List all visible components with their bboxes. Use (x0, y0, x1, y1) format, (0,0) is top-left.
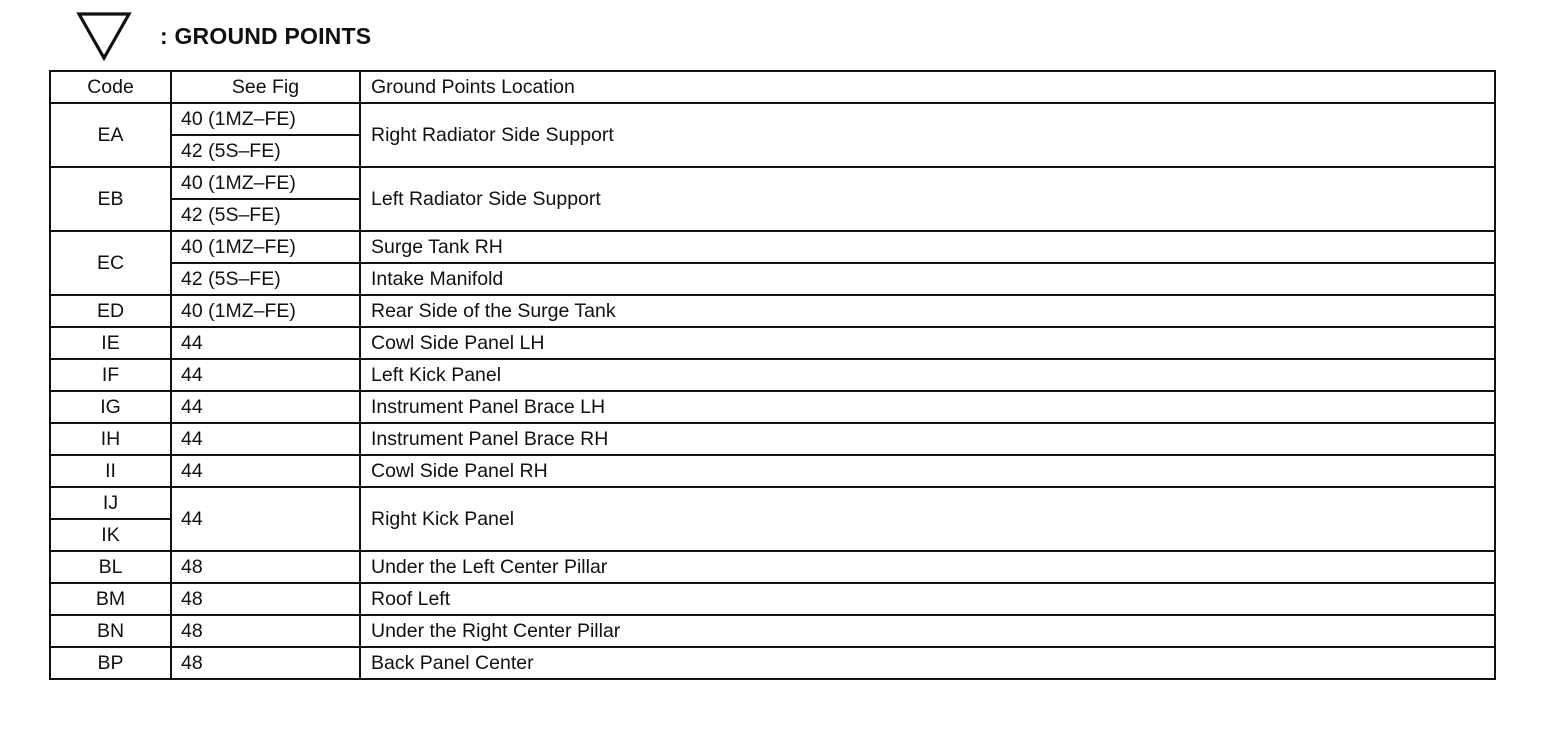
location-cell: Right Radiator Side Support (360, 103, 1495, 167)
fig-cell: 40 (1MZ–FE) (171, 103, 360, 135)
code-cell: IF (50, 359, 171, 391)
table-row (50, 455, 1495, 487)
code-cell: IE (50, 327, 171, 359)
fig-cell: 44 (171, 423, 360, 455)
fig-cell: 42 (5S–FE) (171, 199, 360, 231)
location-cell: Back Panel Center (360, 647, 1495, 679)
location-cell: Under the Right Center Pillar (360, 615, 1495, 647)
location-cell: Instrument Panel Brace LH (360, 391, 1495, 423)
fig-cell: 48 (171, 583, 360, 615)
page-title: : GROUND POINTS (160, 22, 372, 49)
location-cell: Instrument Panel Brace RH (360, 423, 1495, 455)
column-header-see-fig: See Fig (171, 71, 360, 103)
code-cell: BM (50, 583, 171, 615)
page-header (76, 10, 371, 62)
code-cell: EB (50, 167, 171, 231)
code-cell: BP (50, 647, 171, 679)
table-row (50, 423, 1495, 455)
location-cell: Under the Left Center Pillar (360, 551, 1495, 583)
location-cell: Left Kick Panel (360, 359, 1495, 391)
table-row (50, 391, 1495, 423)
table-row (50, 263, 1495, 295)
code-cell: II (50, 455, 171, 487)
code-cell: IJ (50, 487, 171, 519)
column-header-location: Ground Points Location (360, 71, 1495, 103)
fig-cell: 40 (1MZ–FE) (171, 231, 360, 263)
fig-cell: 42 (5S–FE) (171, 135, 360, 167)
table-row (50, 167, 1495, 199)
table-row (50, 327, 1495, 359)
fig-cell: 44 (171, 359, 360, 391)
code-cell: EC (50, 231, 171, 295)
ground-points-table (49, 70, 1496, 680)
ground-triangle-icon (76, 11, 132, 61)
fig-cell: 48 (171, 647, 360, 679)
table-row (50, 103, 1495, 135)
fig-cell: 48 (171, 551, 360, 583)
table-row (50, 487, 1495, 519)
table-row (50, 615, 1495, 647)
fig-cell: 44 (171, 327, 360, 359)
table-row (50, 295, 1495, 327)
table-row (50, 583, 1495, 615)
code-cell: IG (50, 391, 171, 423)
table-row (50, 647, 1495, 679)
fig-cell: 44 (171, 487, 360, 551)
fig-cell: 40 (1MZ–FE) (171, 167, 360, 199)
column-header-code: Code (50, 71, 171, 103)
fig-cell: 44 (171, 455, 360, 487)
table-row (50, 359, 1495, 391)
fig-cell: 44 (171, 391, 360, 423)
code-cell: IK (50, 519, 171, 551)
location-cell: Roof Left (360, 583, 1495, 615)
location-cell: Surge Tank RH (360, 231, 1495, 263)
code-cell: EA (50, 103, 171, 167)
code-cell: BL (50, 551, 171, 583)
location-cell: Rear Side of the Surge Tank (360, 295, 1495, 327)
location-cell: Intake Manifold (360, 263, 1495, 295)
table-row (50, 231, 1495, 263)
location-cell: Right Kick Panel (360, 487, 1495, 551)
code-cell: IH (50, 423, 171, 455)
code-cell: BN (50, 615, 171, 647)
location-cell: Cowl Side Panel LH (360, 327, 1495, 359)
fig-cell: 40 (1MZ–FE) (171, 295, 360, 327)
fig-cell: 48 (171, 615, 360, 647)
table-header-row (50, 71, 1495, 103)
fig-cell: 42 (5S–FE) (171, 263, 360, 295)
location-cell: Cowl Side Panel RH (360, 455, 1495, 487)
code-cell: ED (50, 295, 171, 327)
table-row (50, 551, 1495, 583)
location-cell: Left Radiator Side Support (360, 167, 1495, 231)
